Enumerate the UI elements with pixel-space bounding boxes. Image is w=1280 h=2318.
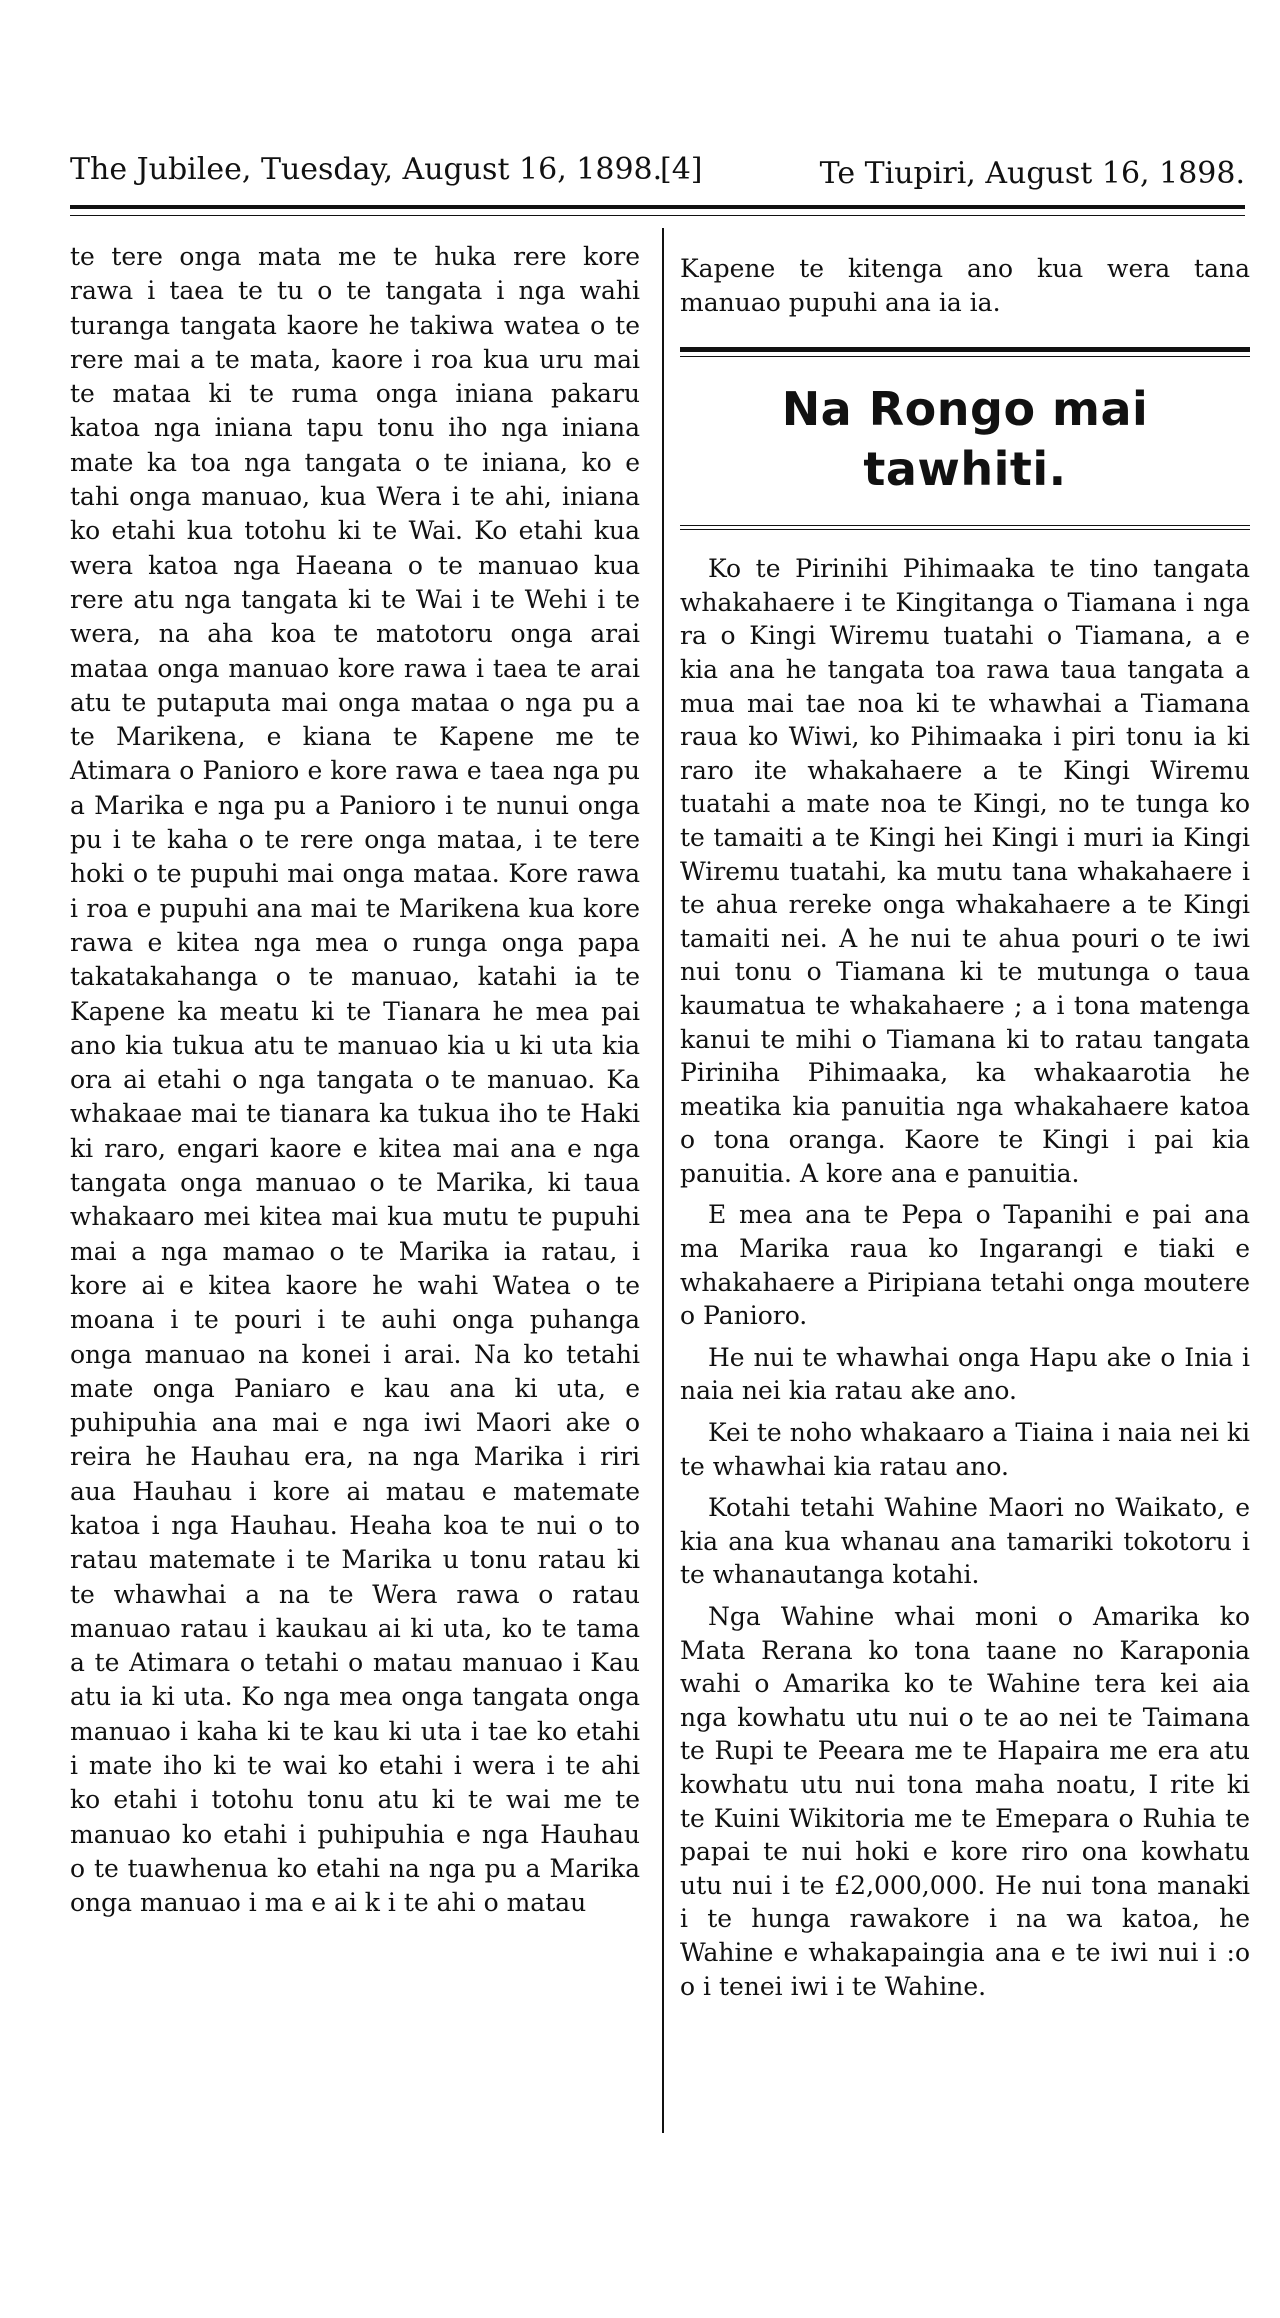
header-right-title: Te Tiupiri, August 16, 1898. <box>819 156 1245 191</box>
page-header <box>70 150 1245 200</box>
news-paragraph: He nui te whawhai onga Hapu ake o Inia i naia nei kia ratau ake ano. <box>680 1342 1250 1406</box>
page-number: [4] <box>660 152 703 187</box>
header-rule-thick <box>70 205 1245 209</box>
heading-rule <box>680 525 1250 530</box>
news-paragraph: Ko te Pirinihi Pihimaaka te tino tangata whakahaere i te Kingitanga o Tiamana i nga ra o Kingi Wiremu tuatahi o Tiamana, a e kia ana he tangata toa rawa taua tangata a mua mai tae noa ki te whawhai a Tiamana raua ko Wiwi, ko Pihimaaka i piri tonu ia ki raro ite whakahaere a te Kingi Wiremu tuatahi a mate noa te Kingi, no te tunga ko te tamaiti a te Kingi hei Kingi i muri ia Kingi Wiremu tuatahi, ka mutu tana whakahaere i te ahua rereke onga whakahaere a te Kingi tamaiti nei. A he nui te ahua pouri o te iwi nui tonu o Tiamana ki te mutunga o taua kaumatua te whakahaere ; a i tona matenga kanui te mihi o Tiamana ki to ratau tangata Piriniha Pihimaaka, ka whakaarotia he meatika kia panuitia nga whakahaere katoa o tona oranga. Kaore te Kingi i pai kia panuitia. A kore ana e panuitia. <box>680 554 1250 1188</box>
section-rule-thin <box>680 356 1250 357</box>
news-paragraph: Nga Wahine whai moni o Amarika ko Mata Rerana ko tona taane no Karaponia wahi o Amarika ko te Wahine tera kei aia nga kowhatu utu nui o te ao nei te Taimana te Rupi te Peeara me te Hapaira me era atu kowhatu utu nui tona maha noatu, I rite ki te Kuini Wikitoria me te Emepara o Ruhia te papai te nui hoki e kore riro ona kowhatu utu nui i te £2,000,000. He nui tona manaki i te hunga rawakore i na wa katoa, he Wahine e whakapaingia ana e te iwi nui i :o o i tenei iwi i te Wahine. <box>680 1602 1250 2001</box>
left-column-text: te tere onga mata me te huka rere kore rawa i taea te tu o te tangata i nga wahi turanga tangata kaore he takiwa watea o te rere mai a te mata, kaore i roa kua uru mai te mataa ki te ruma onga iniana pakaru katoa nga iniana tapu tonu iho nga iniana mate ka toa nga tangata o te iniana, ko e tahi onga manuao, kua Wera i te ahi, iniana ko etahi kua totohu ki te Wai. Ko etahi kua wera katoa nga Haeana o te manuao kua rere atu nga tangata ki te Wai i te Wehi i te wera, na aha koa te matotoru onga arai mataa onga manuao kore rawa i taea te arai atu te putaputa mai onga mataa o nga pu a te Marikena, e kiana te Kapene me te Atimara o Panioro e kore rawa e taea nga pu a Marika e nga pu a Panioro i te nunui onga pu i te kaha o te rere onga mataa, i te tere hoki o te pupuhi mai onga mataa. Kore rawa i roa e pupuhi ana mai te Marikena kua kore rawa e kitea nga mea o runga onga papa takatakahanga o te manuao, katahi ia te Kapene ka meatu ki te Tianara he mea pai ano kia tukua atu te manuao kia u ki uta kia ora ai etahi o nga tangata o te manuao. Ka whakaae mai te tianara ka tukua iho te Haki ki raro, engari kaore e kitea mai ana e nga tangata onga manuao o te Marika, ki taua whakaaro mei kitea mai kua mutu te pupuhi mai a nga mamao o te Marika ia ratau, i kore ai e kitea kaore he wahi Watea o te moana i te pouri i te auhi onga puhanga onga manuao na konei i arai. Na ko tetahi mate onga Paniaro e kau ana ki uta, e puhipuhia ana mai e nga iwi Maori ake o reira he Hauhau era, na nga Marika i riri aua Hauhau i kore ai matau e matemate katoa i nga Hauhau. Heaha koa te nui o to ratau matemate i te Marika u tonu ratau ki te whawhai a na te Wera rawa o ratau manuao ratau i kaukau ai ki uta, ko te tama a te Atimara o tetahi o matau manuao i Kau atu ia ki uta. Ko nga mea onga tangata onga manuao i kaha ki te kau ki uta i tae ko etahi i mate iho ki te wai ko etahi i wera i te ahi ko etahi i totohu tonu atu ki te wai me te manuao ko etahi i puhipuhia e nga Hauhau o te tuawhenua ko etahi na nga pu a Marika onga manuao i ma e ai k i te ahi o matau <box>70 242 640 1918</box>
header-left-title: The Jubilee, Tuesday, August 16, 1898. <box>70 152 663 187</box>
left-column <box>70 240 640 1921</box>
news-paragraph: E mea ana te Pepa o Tapanihi e pai ana ma Marika raua ko Ingarangi e tiaki e whakahaere a Piripiana tetahi onga moutere o Panioro. <box>680 1200 1250 1331</box>
intro-paragraph: Kapene te kitenga ano kua wera tana manuao pupuhi ana ia ia. <box>680 254 1250 317</box>
header-rule-thin <box>70 215 1245 216</box>
news-paragraph: Kei te noho whakaaro a Tiaina i naia nei ki te whawhai kia ratau ano. <box>680 1418 1250 1481</box>
right-column <box>680 252 1250 2003</box>
column-divider <box>662 228 664 2133</box>
section-rule-thick <box>680 347 1250 352</box>
section-heading: Na Rongo mai tawhiti. <box>781 382 1149 497</box>
news-paragraph: Kotahi tetahi Wahine Maori no Waikato, e kia ana kua whanau ana tamariki tokotoru i te whanautanga kotahi. <box>680 1493 1250 1590</box>
